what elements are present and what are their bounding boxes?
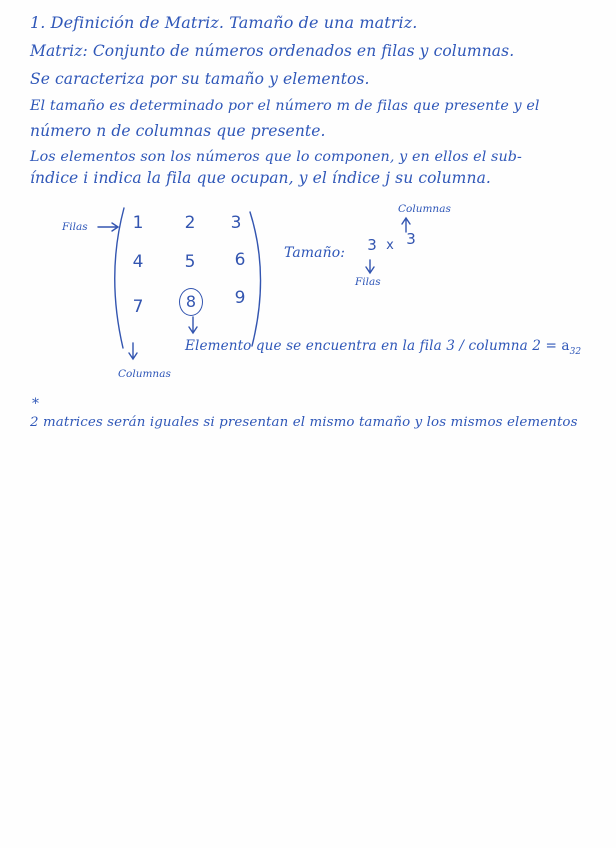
text-line-2: Se caracteriza por su tamaño y elementos. bbox=[30, 70, 370, 88]
matrix-cell-7: 7 bbox=[132, 297, 144, 317]
cols-arrow-down bbox=[129, 343, 137, 359]
element-note-text: Elemento que se encuentra en la fila 3 / columna 2 = bbox=[185, 338, 557, 354]
matrix-cols-label: Columnas bbox=[118, 368, 171, 380]
size-rows-arrow bbox=[366, 260, 374, 273]
size-cols: 3 bbox=[406, 230, 416, 248]
matrix-cell-1: 1 bbox=[132, 213, 144, 233]
element-index: 32 bbox=[569, 347, 582, 357]
text-line-4: número n de columnas que presente. bbox=[30, 122, 326, 140]
size-label: Tamaño: bbox=[284, 245, 346, 261]
matrix-cell-3: 3 bbox=[230, 213, 242, 233]
matrix-cell-6: 6 bbox=[234, 250, 246, 270]
text-line-6: índice i indica la fila que ocupan, y el índice j su columna. bbox=[30, 169, 491, 187]
matrix-right-paren bbox=[250, 212, 261, 346]
page-title: 1. Definición de Matriz. Tamaño de una matriz. bbox=[30, 13, 418, 32]
element-symbol: a bbox=[561, 338, 570, 354]
asterisk-mark: * bbox=[32, 396, 40, 412]
size-rows-label: Filas bbox=[355, 276, 381, 288]
matrix-cell-5: 5 bbox=[184, 252, 196, 272]
text-line-3: El tamaño es determinado por el número m de filas que presente y el bbox=[30, 98, 540, 114]
element-arrow bbox=[189, 317, 197, 333]
matrix-cell-9: 9 bbox=[234, 288, 246, 308]
size-rows: 3 bbox=[367, 236, 377, 254]
matrix-cell-8-circled: 8 bbox=[179, 288, 203, 316]
matrix-cell-4: 4 bbox=[132, 252, 144, 272]
size-cols-label: Columnas bbox=[398, 203, 451, 215]
size-times: x bbox=[386, 238, 394, 253]
matrix-cell-2: 2 bbox=[184, 213, 196, 233]
equality-note: 2 matrices serán iguales si presentan el mismo tamaño y los mismos elementos bbox=[30, 415, 578, 430]
rows-arrow bbox=[98, 223, 118, 231]
size-cols-arrow bbox=[402, 218, 410, 232]
matrix-rows-label: Filas bbox=[62, 221, 88, 233]
text-line-5: Los elementos son los números que lo componen, y en ellos el sub- bbox=[30, 149, 522, 165]
text-line-1: Matriz: Conjunto de números ordenados en filas y columnas. bbox=[30, 42, 515, 60]
